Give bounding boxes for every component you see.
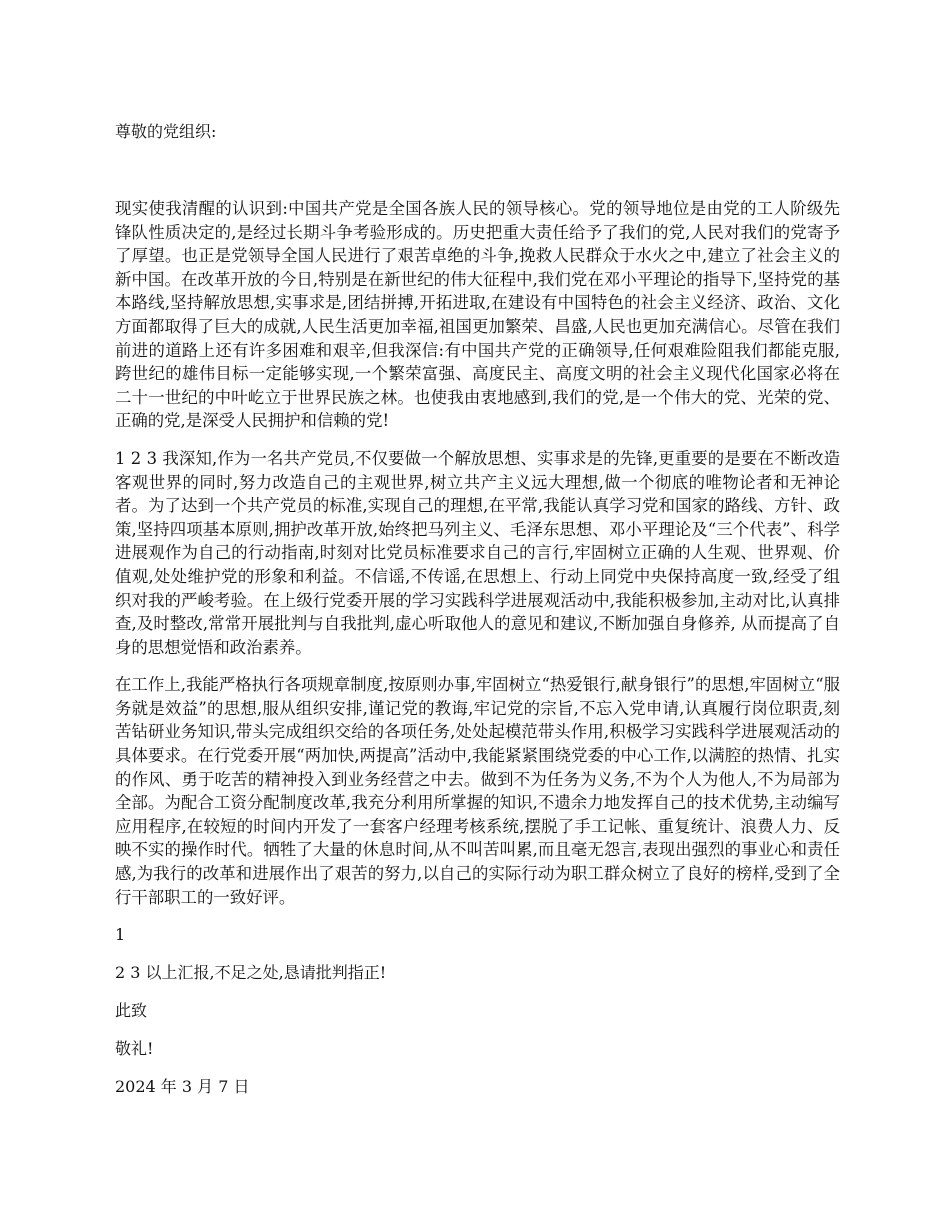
paragraph-self-reflection: 1 2 3 我深知,作为一名共产党员,不仅要做一个解放思想、实事求是的先锋,更重要的是要在不断改造客观世界的同时,努力改造自己的主观世界,树立共产主义远大理想,做一个彻底的唯物论者和无神论者。为了达到一个共产党员的标准,实现自己的理想,在平常,我能认真学习党和国家的路线、方针、政策,坚持四项基本原则,拥护改革开放,始终把马列主义、毛泽东思想、邓小平理论及“三个代表”、科学进展观作为自己的行动指南,时刻对比党员标准要求自己的言行,牢固树立正确的人生观、世界观、价值观,处处维护党的形象和利益。不信谣,不传谣,在思想上、行动上同党中央保持高度一致,经受了组织对我的严峻考验。在上级行党委开展的学习实践科学进展观活动中,我能积极参加,主动对比,认真排查,及时整改,常常开展批判与自我批判,虚心听取他人的意见和建议,不断加强自身修养, 从而提高了自身的思想觉悟和政治素养。 (115, 448, 840, 657)
closing-line: 2 3 以上汇报,不足之处,恳请批判指正! (115, 963, 387, 983)
sign-off-jingli: 敬礼! (115, 1039, 154, 1059)
page-number: 1 (115, 925, 126, 945)
salutation: 尊敬的党组织: (115, 122, 217, 141)
paragraph-work-performance: 在工作上,我能严格执行各项规章制度,按原则办事,牢固树立“热爱银行,献身银行”的思想,牢固树立“服务就是效益”的思想,服从组织安排,谨记党的教诲,牢记党的宗旨,不忘入党申请,认真履行岗位职责,刻苦钻研业务知识,带头完成组织交给的各项任务,处处起模范带头作用,积极学习实践科学进展观活动的具体要求。在行党委开展“两加快,两提高”活动中,我能紧紧围绕党委的中心工作,以满腔的热情、扎实的作风、勇于吃苦的精神投入到业务经营之中去。做到不为任务为义务,不为个人为他人,不为局部为全部。为配合工资分配制度改革,我充分利用所掌握的知识,不遗余力地发挥自己的技术优势,主动编写应用程序,在较短的时间内开发了一套客户经理考核系统,摆脱了手工记帐、重复统计、浪费人力、反映不实的操作时代。牺牲了大量的休息时间,从不叫苦叫累,而且毫无怨言,表现出强烈的事业心和责任感,为我行的改革和进展作出了艰苦的努力,以自己的实际行动为职工群众树立了良好的榜样,受到了全行干部职工的一致好评。 (115, 675, 840, 907)
letter-date: 2024 年 3 月 7 日 (115, 1077, 250, 1097)
letter-page (115, 120, 840, 1113)
sign-off-cizhi: 此致 (115, 1001, 148, 1021)
paragraph-party-leadership: 现实使我清醒的认识到:中国共产党是全国各族人民的领导核心。党的领导地位是由党的工人阶级先锋队性质决定的,是经过长期斗争考验形成的。历史把重大责任给予了我们的党,人民对我们的党寄予了厚望。也正是党领导全国人民进行了艰苦卓绝的斗争,挽救人民群众于水火之中,建立了社会主义的新中国。在改革开放的今日,特别是在新世纪的伟大征程中,我们党在邓小平理论的指导下,坚持党的基本路线,坚持解放思想,实事求是,团结拼搏,开拓进取,在建设有中国特色的社会主义经济、政治、文化方面都取得了巨大的成就,人民生活更加幸福,祖国更加繁荣、昌盛,人民也更加充满信心。尽管在我们前进的道路上还有许多困难和艰辛,但我深信:有中国共产党的正确领导,任何艰难险阻我们都能克服,跨世纪的雄伟目标一定能够实现,一个繁荣富强、高度民主、高度文明的社会主义现代化国家必将在二十一世纪的中叶屹立于世界民族之林。也使我由衷地感到,我们的党,是一个伟大的党、光荣的党、正确的党,是深受人民拥护和信赖的党! (115, 199, 840, 431)
